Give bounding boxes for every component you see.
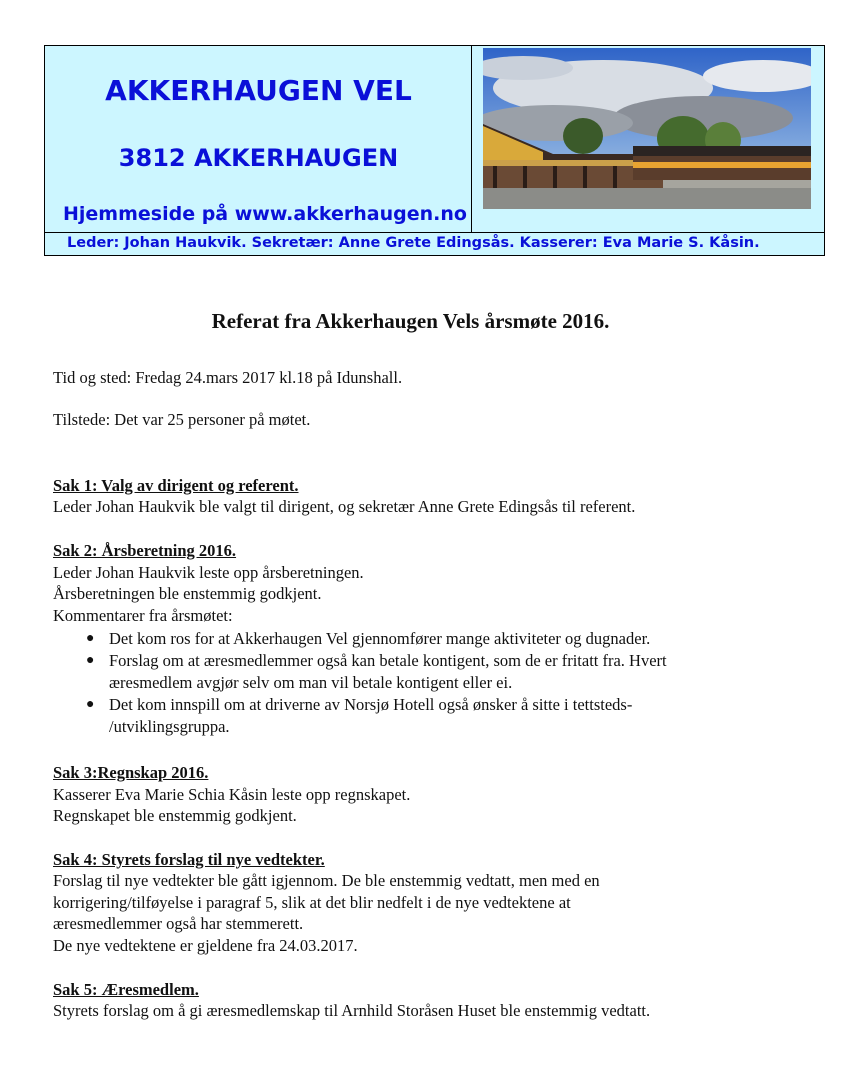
bullet-icon: ● [86, 697, 95, 712]
sak4-text: korrigering/tilføyelse i paragraf 5, slik at det blir nedfelt i de nye vedtektene at [53, 893, 571, 912]
organization-name: AKKERHAUGEN VEL [105, 74, 412, 107]
sak2-text: Årsberetningen ble enstemmig godkjent. [53, 584, 322, 603]
sak3-heading: Sak 3:Regnskap 2016. [53, 763, 209, 782]
sak1-heading: Sak 1: Valg av dirigent og referent. [53, 476, 299, 495]
sak2-text: Leder Johan Haukvik leste opp årsberetningen. [53, 563, 364, 582]
list-item [53, 628, 667, 650]
sak2-comments-list [53, 628, 667, 738]
bullet-icon: ● [86, 631, 95, 646]
list-item-text: /utviklingsgruppa. [109, 717, 230, 736]
sak2-heading: Sak 2: Årsberetning 2016. [53, 541, 237, 560]
list-item [53, 694, 667, 738]
building-photo [483, 48, 811, 209]
sak4-text: Forslag til nye vedtekter ble gått igjennom. De ble enstemmig vedtatt, men med en [53, 871, 600, 890]
document-title: Referat fra Akkerhaugen Vels årsmøte 2016. [211, 309, 610, 333]
sak4-text: De nye vedtektene er gjeldene fra 24.03.2017. [53, 936, 358, 955]
list-item [53, 650, 667, 694]
homepage-text: Hjemmeside på www.akkerhaugen.no [63, 203, 467, 225]
officers-line: Leder: Johan Haukvik. Sekretær: Anne Grete Edingsås. Kasserer: Eva Marie S. Kåsin. [67, 235, 760, 251]
list-item-text: Forslag om at æresmedlemmer også kan betale kontigent, som de er fritatt fra. Hvert [109, 651, 667, 670]
letterhead [44, 45, 825, 256]
sak5-text: Styrets forslag om å gi æresmedlemskap til Arnhild Storåsen Huset ble enstemmig vedtatt. [53, 1001, 651, 1020]
organization-address: 3812 AKKERHAUGEN [118, 144, 399, 172]
list-item-text: æresmedlem avgjør selv om man vil betale kontigent eller ei. [109, 673, 513, 692]
time-place: Tid og sted: Fredag 24.mars 2017 kl.18 på Idunshall. [53, 368, 403, 387]
sak1-text: Leder Johan Haukvik ble valgt til dirigent, og sekretær Anne Grete Edingsås til referent. [53, 497, 636, 516]
bullet-icon: ● [86, 653, 95, 668]
list-item-text: Det kom innspill om at driverne av Norsjø Hotell også ønsker å sitte i tettsteds- [109, 695, 633, 714]
list-item-text: Det kom ros for at Akkerhaugen Vel gjennomfører mange aktiviteter og dugnader. [109, 629, 651, 648]
sak3-text: Kasserer Eva Marie Schia Kåsin leste opp regnskapet. [53, 785, 411, 804]
sak2-text: Kommentarer fra årsmøtet: [53, 606, 233, 625]
letterhead-divider [45, 232, 824, 233]
sak3-text: Regnskapet ble enstemmig godkjent. [53, 806, 297, 825]
attendance: Tilstede: Det var 25 personer på møtet. [53, 410, 311, 429]
sak4-text: æresmedlemmer også har stemmerett. [53, 914, 304, 933]
letterhead-title-block [45, 46, 472, 232]
sak4-heading: Sak 4: Styrets forslag til nye vedtekter. [53, 850, 325, 869]
sak5-heading: Sak 5: Æresmedlem. [53, 980, 199, 999]
